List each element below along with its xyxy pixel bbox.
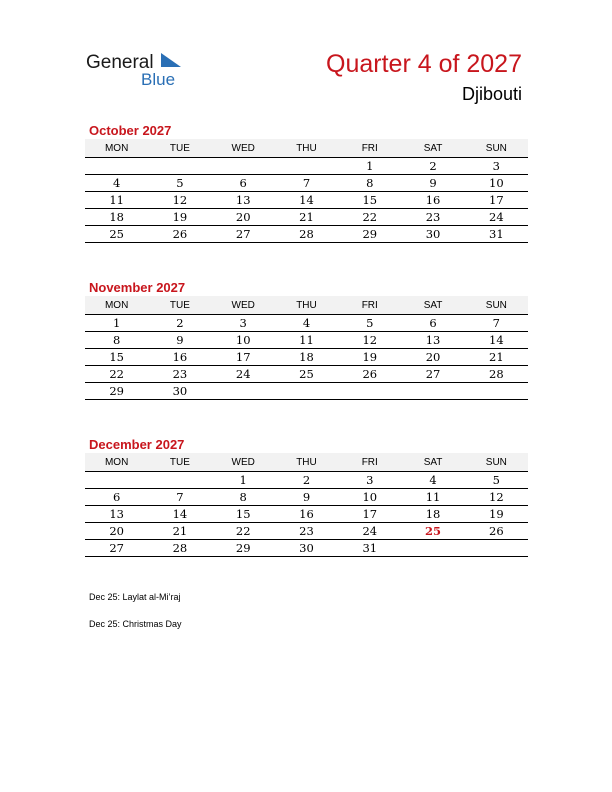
weekday-header: MON xyxy=(85,296,148,315)
weekday-header-row xyxy=(85,296,528,315)
day-cell: 19 xyxy=(148,209,211,226)
day-cell: 5 xyxy=(465,472,528,489)
day-cell: 25 xyxy=(275,366,338,383)
day-cell xyxy=(212,158,275,175)
week-row xyxy=(85,349,528,366)
day-cell: 16 xyxy=(148,349,211,366)
day-cell: 24 xyxy=(338,523,401,540)
weekday-header: THU xyxy=(275,296,338,315)
day-cell: 23 xyxy=(401,209,464,226)
holiday-note: Dec 25: Laylat al-Mi’raj xyxy=(89,592,181,602)
day-cell: 7 xyxy=(275,175,338,192)
day-cell xyxy=(275,383,338,400)
month-december xyxy=(85,437,528,557)
day-cell xyxy=(85,472,148,489)
weekday-header: SUN xyxy=(465,296,528,315)
day-cell xyxy=(465,383,528,400)
week-row xyxy=(85,175,528,192)
weekday-header: MON xyxy=(85,453,148,472)
day-cell: 2 xyxy=(148,315,211,332)
day-cell: 28 xyxy=(465,366,528,383)
weekday-header: THU xyxy=(275,453,338,472)
day-cell: 15 xyxy=(338,192,401,209)
day-cell: 24 xyxy=(212,366,275,383)
day-cell: 11 xyxy=(85,192,148,209)
weekday-header: SAT xyxy=(401,296,464,315)
month-title: October 2027 xyxy=(89,123,172,138)
day-cell xyxy=(275,158,338,175)
day-cell: 15 xyxy=(212,506,275,523)
day-cell xyxy=(148,472,211,489)
day-cell: 5 xyxy=(338,315,401,332)
weekday-header: WED xyxy=(212,296,275,315)
weekday-header: SUN xyxy=(465,453,528,472)
weekday-header: SAT xyxy=(401,453,464,472)
logo-blue-text: Blue xyxy=(141,70,176,89)
logo-general-text: General xyxy=(86,52,154,73)
day-cell: 6 xyxy=(212,175,275,192)
day-cell: 13 xyxy=(85,506,148,523)
weekday-header: SUN xyxy=(465,139,528,158)
day-cell: 30 xyxy=(401,226,464,243)
weekday-header: SAT xyxy=(401,139,464,158)
day-cell: 3 xyxy=(212,315,275,332)
day-cell: 17 xyxy=(465,192,528,209)
day-cell: 4 xyxy=(85,175,148,192)
day-cell: 1 xyxy=(338,158,401,175)
day-cell: 31 xyxy=(465,226,528,243)
day-cell xyxy=(401,383,464,400)
day-cell: 19 xyxy=(465,506,528,523)
day-cell: 31 xyxy=(338,540,401,557)
day-cell: 10 xyxy=(212,332,275,349)
day-cell: 29 xyxy=(85,383,148,400)
day-cell: 12 xyxy=(338,332,401,349)
month-title: November 2027 xyxy=(89,280,186,295)
day-cell: 10 xyxy=(338,489,401,506)
day-cell xyxy=(401,540,464,557)
month-title: December 2027 xyxy=(89,437,185,452)
weekday-header-row xyxy=(85,139,528,158)
weekday-header: FRI xyxy=(338,453,401,472)
day-cell: 4 xyxy=(275,315,338,332)
day-cell: 14 xyxy=(148,506,211,523)
weekday-header: TUE xyxy=(148,296,211,315)
day-cell: 22 xyxy=(338,209,401,226)
weekday-header: MON xyxy=(85,139,148,158)
day-cell: 7 xyxy=(148,489,211,506)
week-row xyxy=(85,383,528,400)
day-cell: 20 xyxy=(401,349,464,366)
day-cell: 21 xyxy=(148,523,211,540)
day-cell: 3 xyxy=(465,158,528,175)
day-cell: 17 xyxy=(338,506,401,523)
day-cell: 29 xyxy=(338,226,401,243)
holiday-note: Dec 25: Christmas Day xyxy=(89,619,182,629)
day-cell: 8 xyxy=(212,489,275,506)
day-cell: 18 xyxy=(85,209,148,226)
day-cell xyxy=(85,158,148,175)
day-cell: 26 xyxy=(465,523,528,540)
day-cell: 13 xyxy=(401,332,464,349)
day-cell: 2 xyxy=(401,158,464,175)
day-cell: 19 xyxy=(338,349,401,366)
day-cell: 30 xyxy=(148,383,211,400)
day-cell: 12 xyxy=(148,192,211,209)
day-cell: 11 xyxy=(401,489,464,506)
week-row xyxy=(85,489,528,506)
day-cell: 23 xyxy=(148,366,211,383)
day-cell: 10 xyxy=(465,175,528,192)
day-cell: 1 xyxy=(85,315,148,332)
day-cell: 7 xyxy=(465,315,528,332)
generalblue-logo xyxy=(86,50,196,90)
day-cell: 8 xyxy=(338,175,401,192)
week-row xyxy=(85,523,528,540)
day-cell: 2 xyxy=(275,472,338,489)
day-cell: 28 xyxy=(275,226,338,243)
day-cell: 26 xyxy=(338,366,401,383)
day-cell: 23 xyxy=(275,523,338,540)
day-cell: 16 xyxy=(275,506,338,523)
week-row xyxy=(85,332,528,349)
month-november xyxy=(85,280,528,400)
day-cell: 24 xyxy=(465,209,528,226)
weekday-header: FRI xyxy=(338,296,401,315)
calendar-table xyxy=(85,139,528,243)
country-name: Djibouti xyxy=(461,84,522,104)
day-cell: 22 xyxy=(85,366,148,383)
day-cell: 1 xyxy=(212,472,275,489)
day-cell: 9 xyxy=(148,332,211,349)
week-row xyxy=(85,226,528,243)
week-row xyxy=(85,315,528,332)
day-cell: 9 xyxy=(275,489,338,506)
weekday-header: FRI xyxy=(338,139,401,158)
weekday-header: WED xyxy=(212,453,275,472)
day-cell: 20 xyxy=(85,523,148,540)
logo-flag-icon xyxy=(161,53,181,67)
week-row xyxy=(85,192,528,209)
month-october xyxy=(85,123,528,243)
page-title: Quarter 4 of 2027 xyxy=(326,50,522,78)
day-cell: 3 xyxy=(338,472,401,489)
day-cell: 4 xyxy=(401,472,464,489)
calendar-table xyxy=(85,296,528,400)
day-cell: 13 xyxy=(212,192,275,209)
day-cell: 29 xyxy=(212,540,275,557)
week-row xyxy=(85,366,528,383)
day-cell: 30 xyxy=(275,540,338,557)
day-cell: 5 xyxy=(148,175,211,192)
day-cell: 25 xyxy=(85,226,148,243)
day-cell: 9 xyxy=(401,175,464,192)
day-cell: 27 xyxy=(401,366,464,383)
day-cell xyxy=(465,540,528,557)
calendar-table xyxy=(85,453,528,557)
day-cell: 12 xyxy=(465,489,528,506)
day-cell: 21 xyxy=(275,209,338,226)
day-cell: 8 xyxy=(85,332,148,349)
day-cell: 6 xyxy=(85,489,148,506)
day-cell xyxy=(148,158,211,175)
week-row xyxy=(85,158,528,175)
day-cell: 20 xyxy=(212,209,275,226)
day-cell: 26 xyxy=(148,226,211,243)
weekday-header: WED xyxy=(212,139,275,158)
day-cell: 28 xyxy=(148,540,211,557)
week-row xyxy=(85,506,528,523)
day-cell: 25 xyxy=(401,523,464,540)
weekday-header: TUE xyxy=(148,453,211,472)
week-row xyxy=(85,540,528,557)
day-cell: 18 xyxy=(401,506,464,523)
day-cell: 6 xyxy=(401,315,464,332)
weekday-header: TUE xyxy=(148,139,211,158)
day-cell: 27 xyxy=(85,540,148,557)
day-cell: 14 xyxy=(465,332,528,349)
day-cell: 15 xyxy=(85,349,148,366)
day-cell: 18 xyxy=(275,349,338,366)
weekday-header-row xyxy=(85,453,528,472)
day-cell: 21 xyxy=(465,349,528,366)
day-cell: 16 xyxy=(401,192,464,209)
day-cell xyxy=(212,383,275,400)
weekday-header: THU xyxy=(275,139,338,158)
week-row xyxy=(85,209,528,226)
day-cell: 14 xyxy=(275,192,338,209)
week-row xyxy=(85,472,528,489)
day-cell: 22 xyxy=(212,523,275,540)
day-cell: 27 xyxy=(212,226,275,243)
day-cell: 17 xyxy=(212,349,275,366)
day-cell xyxy=(338,383,401,400)
day-cell: 11 xyxy=(275,332,338,349)
